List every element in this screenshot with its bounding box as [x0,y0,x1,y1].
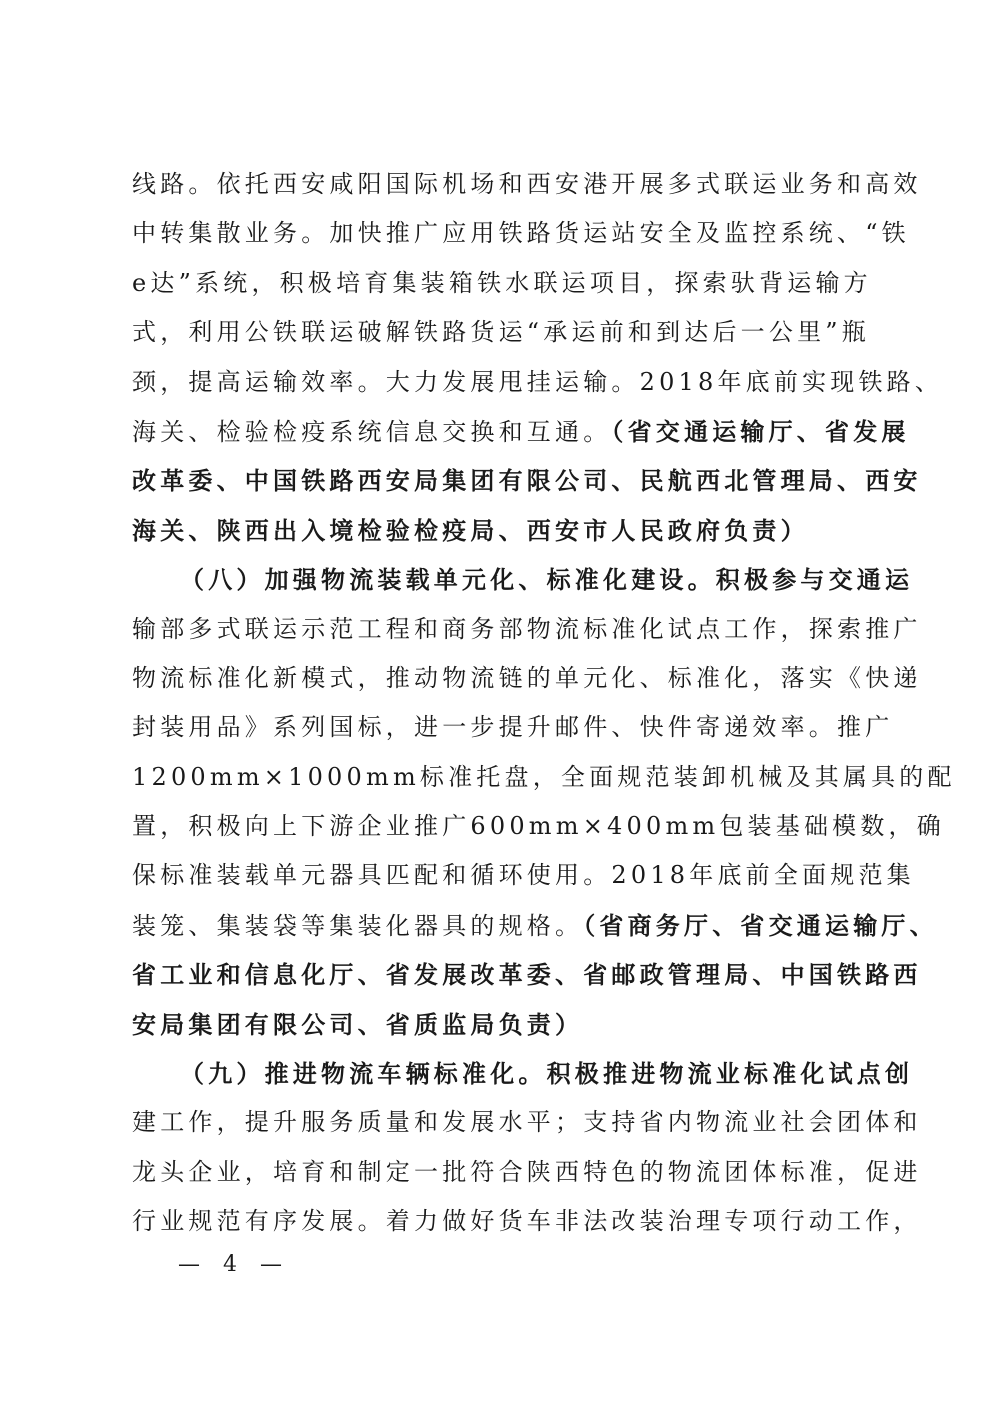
text-line: 置，积极向上下游企业推广600mm×400mm包装基础模数，确 [132,812,945,841]
text-line: 物流标准化新模式，推动物流链的单元化、标准化，落实《快递 [132,663,922,692]
text-line: 式，利用公铁联运破解铁路货运“承运前和到达后一公里”瓶 [132,318,870,347]
text-line [132,901,938,950]
responsible-departments: （省交通运输厅、省发展 [611,416,910,446]
body-text [132,160,956,1247]
text-line: 线路。依托西安咸阳国际机场和西安港开展多式联运业务和高效 [132,170,922,198]
responsible-departments: 改革委、中国铁路西安局集团有限公司、民航西北管理局、西安 [132,466,922,496]
text-line: 建工作，提升服务质量和发展水平；支持省内物流业社会团体和 [132,1108,922,1137]
text-line: 保标准装载单元器具匹配和循环使用。2018年底前全面规范集 [132,861,915,890]
text-line: 颈，提高运输效率。大力发展甩挂运输。2018年底前实现铁路、 [132,367,944,396]
section-heading-9: （九）推进物流车辆标准化。积极推进物流业标准化试点创 [180,1059,914,1089]
text-line: 输部多式联运示范工程和商务部物流标准化试点工作，探索推广 [132,614,922,643]
responsible-departments: 安局集团有限公司、省质监局负责） [132,1009,584,1039]
text-line: 龙头企业，培育和制定一批符合陕西特色的物流团体标准，促进 [132,1157,922,1186]
text-line: 中转集散业务。加快推广应用铁路货运站安全及监控系统、“铁 [132,219,910,248]
text-segment: 海关、检验检疫系统信息交换和互通。 [132,417,612,446]
text-line [132,407,910,456]
text-line: 行业规范有序发展。着力做好货车非法改装治理专项行动工作， [132,1207,922,1236]
responsible-departments: 海关、陕西出入境检验检疫局、西安市人民政府负责） [132,515,809,545]
text-line: 1200mm×1000mm标准托盘，全面规范装卸机械及其属具的配 [132,762,956,791]
responsible-departments: 省工业和信息化厅、省发展改革委、省邮政管理局、中国铁路西 [132,960,922,990]
page-number: — 4 — [178,1252,290,1277]
text-line: e达”系统，积极培育集装箱铁水联运项目，探索驮背运输方 [132,268,872,297]
section-heading-8: （八）加强物流装载单元化、标准化建设。积极参与交通运 [180,565,914,595]
responsible-departments: （省商务厅、省交通运输厅、 [583,910,938,940]
text-segment: 装笼、集装袋等集装化器具的规格。 [132,911,584,940]
text-line: 封装用品》系列国标，进一步提升邮件、快件寄递效率。推广 [132,713,894,742]
